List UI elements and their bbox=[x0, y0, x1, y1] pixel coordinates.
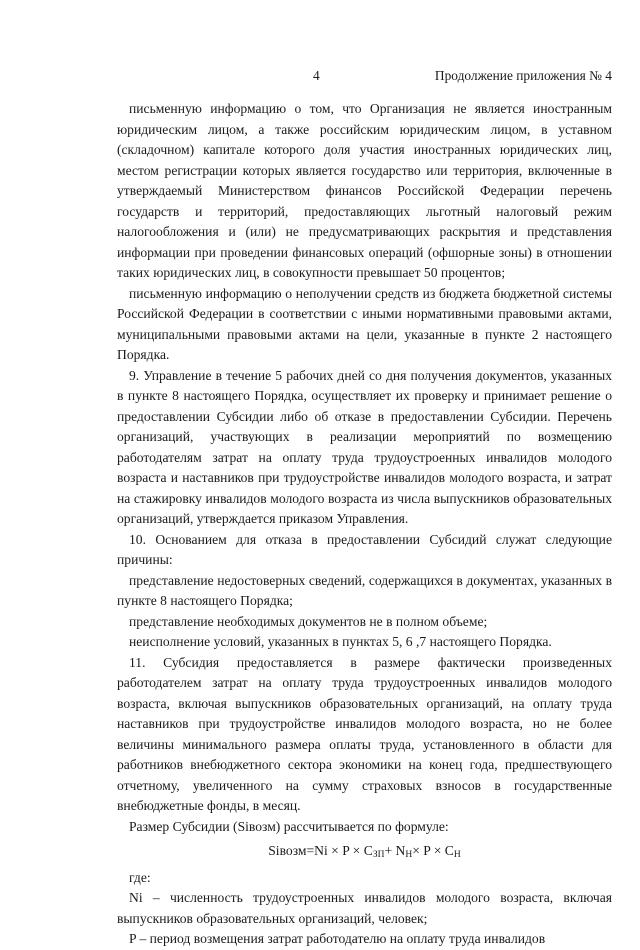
paragraph-item-10: 10. Основанием для отказа в предоставлении Субсидий служат следующие причины: bbox=[117, 531, 612, 567]
paragraph-item-11: 11. Субсидия предоставляется в размере фактически произведенных работодателем затрат на оплату труда трудоустроенных инвалидов молодого возраста, включая выпускников образовательных организаций, на оплату труда наставников при трудоустройстве инвалидов молодого возраста, но не более величины минимального размера оплаты труда, установленного в области для работников внебюджетного сектора экономики на конец года, предшествующего отчетному, увеличенного на сумму страховых взносов в государственные внебюджетные фонды, в месяц. bbox=[117, 654, 612, 813]
paragraph-ni-definition: Ni – численность трудоустроенных инвалидов молодого возраста, включая выпускников образовательных организаций, человек; bbox=[117, 890, 612, 926]
formula-sub-zp: ЗП bbox=[372, 850, 385, 860]
paragraph-formula-intro: Размер Субсидии (Siвозм) рассчитывается по формуле: bbox=[129, 818, 449, 834]
formula-rhs: × P × C bbox=[412, 843, 454, 858]
page-number: 4 bbox=[313, 68, 320, 83]
paragraph-refusal-reason-2: представление необходимых документов не в полном объеме; bbox=[129, 613, 488, 629]
formula-sub-n2: Н bbox=[453, 850, 461, 860]
appendix-continuation: Продолжение приложения № 4 bbox=[434, 68, 612, 83]
paragraph-item-9: 9. Управление в течение 5 рабочих дней со дня получения документов, указанных в пункте 8 настоящего Порядка, осуществляет их проверку и принимает решение о предоставлении Субсидии либо об отказе в предоставлении Субсидии. Перечень организаций, участвующих в реализации мероприятий по возмещению работодателям затрат на оплату труда трудоустроенных инвалидов молодого возраста и наставников при трудоустройстве инвалидов молодого возраста, и затрат на стажировку инвалидов молодого возраста из числа выпускников образовательных организаций, утверждается приказом Управления. bbox=[117, 367, 612, 526]
paragraph-where: где: bbox=[129, 869, 151, 885]
paragraph-refusal-reason-3: неисполнение условий, указанных в пунктах 5, 6 ,7 настоящего Порядка. bbox=[129, 634, 552, 649]
paragraph-refusal-reason-1: представление недостоверных сведений, содержащихся в документах, указанных в пункте 8 настоящего Порядка; bbox=[117, 572, 612, 608]
paragraph-foreign-entity-info: письменную информацию о том, что Организация не является иностранным юридическим лицом, а также российским юридическим лицом, в уставном (складочном) капитале которого доля участия иностранных юридических лиц, местом регистрации которых является государство или территория, включенные в утверждаемый Министерством финансов Российской Федерации перечень государств и территорий, предоставляющих льготный налоговый режим налогообложения и (или) не предусматривающих раскрытия и представления информации при проведении финансовых операций (офшорные зоны) в отношении таких юридических лиц, в совокупности превышает 50 процентов; bbox=[117, 101, 612, 280]
subsidy-formula bbox=[117, 837, 612, 868]
formula-lhs: Siвозм=Ni × P × C bbox=[268, 843, 373, 858]
paragraph-no-budget-funds-info: письменную информацию о неполучении средств из бюджета бюджетной системы Российской Федерации в соответствии с иными нормативными правовыми актами, муниципальными правовыми актами на цели, указанные в пункте 2 настоящего Порядка. bbox=[117, 285, 612, 362]
page-header bbox=[0, 68, 640, 86]
formula-sub-n1: Н bbox=[405, 850, 413, 860]
document-body bbox=[117, 99, 612, 950]
formula-mid: + N bbox=[384, 843, 406, 858]
paragraph-p-definition: P – период возмещения затрат работодателю на оплату труда инвалидов bbox=[129, 931, 546, 946]
